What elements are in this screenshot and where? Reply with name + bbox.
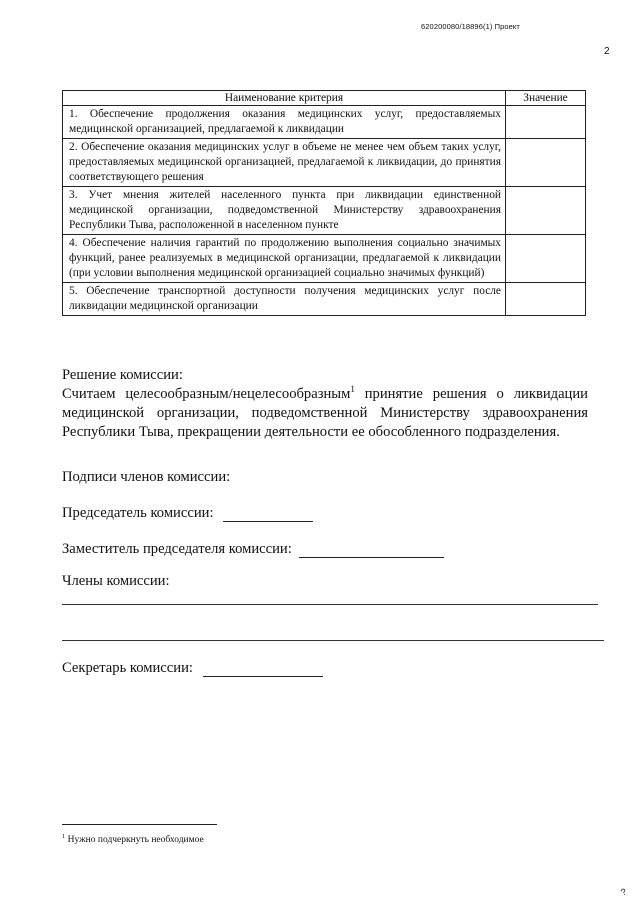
decision-text (62, 385, 588, 442)
member-signature-line[interactable] (62, 640, 604, 641)
criteria-table (62, 90, 586, 316)
deputy-label: Заместитель председателя комиссии: (62, 541, 292, 557)
document-code: 620200080/18896(1) Проект (421, 22, 520, 31)
chairman-label: Председатель комиссии: (62, 505, 214, 521)
value-cell[interactable] (506, 283, 586, 316)
table-row (63, 283, 586, 316)
footnote-text: Нужно подчеркнуть необходимое (65, 835, 204, 846)
signatures-heading: Подписи членов комиссии: (62, 469, 231, 485)
decision-title: Решение комиссии: (62, 367, 183, 383)
secretary-signature-field[interactable] (203, 662, 323, 677)
chairman-signature-field[interactable] (223, 507, 313, 522)
corner-mark: ? (619, 886, 628, 898)
footnote-mark: 1 (62, 833, 66, 840)
criterion-cell: 5. Обеспечение транспортной доступности получения медицинских услуг после ликвидации медицинской организации (63, 283, 506, 316)
decision-text-end: принятие решения о ликвидации медицинской организации, подведомственной Министерству здравоохранения Республики Тыва, прекращении деятельности ее обособленного подразделения. (62, 386, 588, 440)
value-cell[interactable] (506, 235, 586, 283)
value-header: Значение (506, 91, 586, 106)
table-row (63, 187, 586, 235)
criterion-cell: 2. Обеспечение оказания медицинских услуг в объеме не менее чем объем таких услуг, предоставляемых медицинской организацией, предлагаемой к ликвидации, до принятия соответствующего решения (63, 139, 506, 187)
footnote (62, 833, 204, 845)
table-row (63, 139, 586, 187)
value-cell[interactable] (506, 187, 586, 235)
members-label: Члены комиссии: (62, 573, 170, 589)
chairman-signature-line (62, 505, 313, 522)
decision-text-start: Считаем целесообразным/нецелесообразным (62, 386, 351, 402)
value-cell[interactable] (506, 106, 586, 139)
member-signature-line[interactable] (62, 604, 598, 605)
footnote-reference: 1 (350, 384, 355, 395)
table-row (63, 106, 586, 139)
deputy-signature-field[interactable] (299, 543, 444, 558)
deputy-signature-line (62, 541, 444, 558)
page-number: 2 (604, 46, 610, 57)
footnote-divider (62, 824, 217, 825)
secretary-signature-line (62, 660, 323, 677)
criterion-header: Наименование критерия (63, 91, 506, 106)
secretary-label: Секретарь комиссии: (62, 660, 193, 676)
criterion-cell: 4. Обеспечение наличия гарантий по продолжению выполнения социально значимых функций, ранее реализуемых в медицинской организации, предлагаемой к ликвидации (при условии выполнения медицинской организацией социально значимых функций) (63, 235, 506, 283)
value-cell[interactable] (506, 139, 586, 187)
commission-decision (62, 366, 588, 442)
criterion-cell: 3. Учет мнения жителей населенного пункта при ликвидации единственной медицинской организации, подведомственной Министерству здравоохранения Республики Тыва, расположенной в населенном пункте (63, 187, 506, 235)
criterion-cell: 1. Обеспечение продолжения оказания медицинских услуг, предоставляемых медицинской организацией, предлагаемой к ликвидации (63, 106, 506, 139)
table-header-row (63, 91, 586, 106)
table-row (63, 235, 586, 283)
